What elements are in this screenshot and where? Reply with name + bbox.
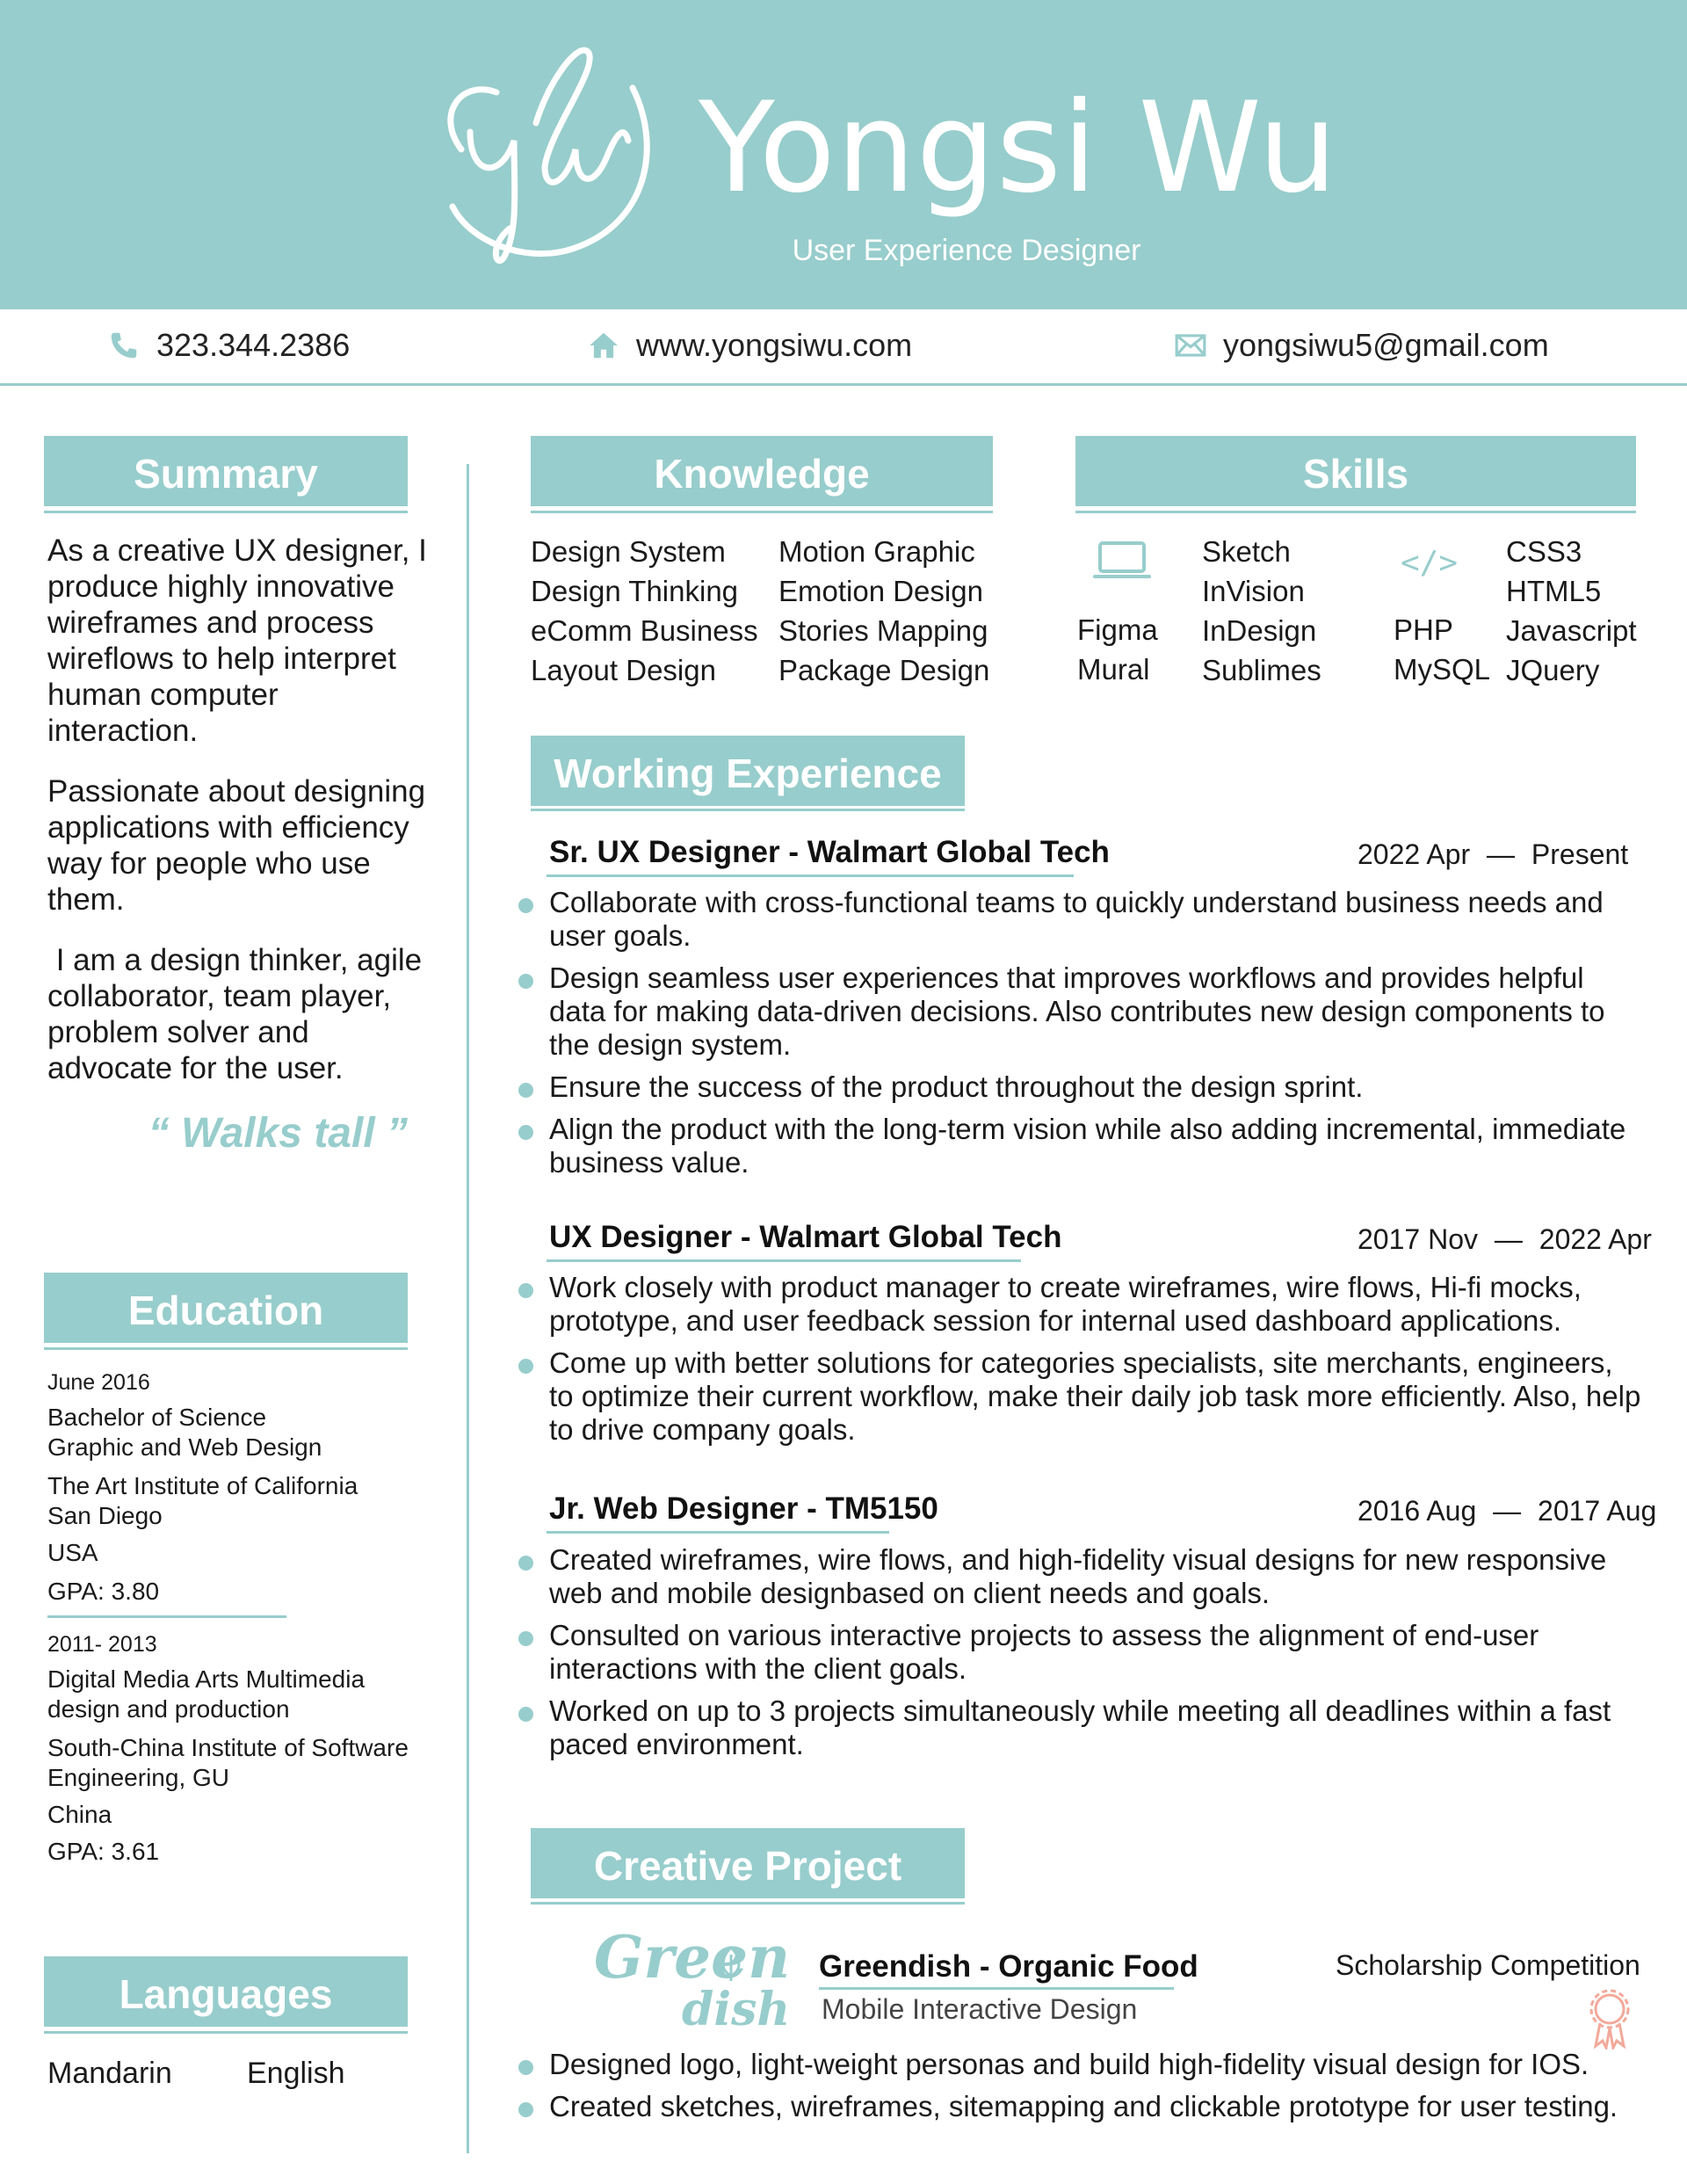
knowledge-item: Design System: [531, 535, 726, 568]
website-url: www.yongsiwu.com: [636, 327, 913, 363]
education-underline: [44, 1347, 408, 1350]
summary-heading: Summary: [44, 436, 408, 506]
skill-item: Figma: [1077, 613, 1158, 646]
job-1-dates: [1358, 838, 1628, 871]
job-1-end: Present: [1531, 838, 1629, 870]
skill-item: Mural: [1077, 653, 1150, 686]
experience-underline: [531, 809, 965, 811]
job-bullet: Design seamless user experiences that improves workflows and provides helpful data for making data-driven decisions. Also contributes new design components to the design system.: [518, 961, 1643, 1062]
job-bullet: Work closely with product manager to create wireframes, wire flows, Hi-fi mocks, prototype, and user feedback session for internal used dashboard applications.: [518, 1271, 1643, 1338]
skills-dev-a: [1394, 610, 1490, 689]
email-address: yongsiwu5@gmail.com: [1223, 327, 1549, 363]
job-3-dates: [1358, 1495, 1656, 1527]
date-separator: —: [1493, 1495, 1522, 1527]
knowledge-item: Design Thinking: [531, 575, 739, 607]
skill-item: PHP: [1394, 613, 1453, 646]
project-bullet: Created sketches, wireframes, sitemapping and clickable prototype for user testing.: [518, 2090, 1643, 2123]
knowledge-item: Package Design: [778, 654, 990, 686]
skill-item: JQuery: [1506, 654, 1600, 686]
leaf-icon: [719, 1946, 743, 1981]
job-3-end: 2017 Aug: [1538, 1495, 1657, 1527]
job-bullet: Consulted on various interactive projects to assess the alignment of end-user interactions with the client goals.: [518, 1619, 1643, 1686]
knowledge-column-2: [778, 532, 989, 690]
skills-dev-b: [1506, 532, 1637, 690]
knowledge-item: Motion Graphic: [778, 535, 975, 568]
edu-1-date: June 2016: [47, 1370, 150, 1395]
project-competition: Scholarship Competition: [1336, 1949, 1640, 1981]
skill-item: Sublimes: [1202, 654, 1321, 686]
edu-1-gpa: GPA: 3.80: [47, 1578, 160, 1605]
edu-2-school: South-China Institute of Software Engineering, GU: [47, 1734, 409, 1791]
languages-heading: Languages: [44, 1956, 408, 2027]
greendish-logo-line2: dish: [682, 1983, 791, 2036]
laptop-icon: [1093, 540, 1151, 584]
job-2-end: 2022 Apr: [1539, 1223, 1652, 1255]
job-2-bullets: [518, 1271, 1643, 1455]
phone-icon: [107, 329, 141, 362]
edu-2-gpa: GPA: 3.61: [47, 1838, 160, 1865]
knowledge-item: Layout Design: [531, 654, 716, 686]
summary-underline: [44, 511, 408, 513]
language-item: Mandarin: [47, 2057, 172, 2090]
knowledge-item: Stories Mapping: [778, 614, 988, 647]
contact-website[interactable]: [587, 327, 912, 364]
job-3-start: 2016 Aug: [1358, 1495, 1477, 1527]
job-2-dates: [1358, 1223, 1652, 1256]
knowledge-underline: [531, 511, 993, 513]
edu-2-country: China: [47, 1801, 112, 1828]
knowledge-column-1: [531, 532, 758, 690]
skill-item: InDesign: [1202, 614, 1317, 647]
project-heading: Creative Project: [531, 1828, 965, 1898]
experience-heading: Working Experience: [531, 736, 965, 806]
skill-item: HTML5: [1506, 575, 1602, 607]
job-bullet: Come up with better solutions for categories specialists, site merchants, engineers, to optimize their current workflow, make their daily job task more efficiently. Also, help to drive company goals.: [518, 1346, 1643, 1447]
edu-1-degree: Bachelor of Science Graphic and Web Design: [47, 1404, 322, 1461]
project-name: Greendish - Organic Food: [819, 1949, 1198, 1984]
contact-phone[interactable]: [107, 327, 350, 364]
skills-underline: [1075, 511, 1636, 513]
job-3-title: Jr. Web Designer - TM5150: [549, 1491, 938, 1526]
greendish-logo-line1: Green: [594, 1923, 791, 1992]
job-2-underline: [547, 1259, 1021, 1262]
skill-item: Sketch: [1202, 535, 1291, 568]
summary-paragraph-3: I am a design thinker, agile collaborator, team player, problem solver and advocate for the user.: [47, 943, 431, 1085]
summary-paragraph-2: Passionate about designing applications with efficiency way for people who use them.: [47, 774, 426, 917]
job-2-title: UX Designer - Walmart Global Tech: [549, 1220, 1062, 1254]
skill-item: InVision: [1202, 575, 1305, 607]
column-divider: [467, 464, 469, 2153]
language-item: English: [247, 2057, 345, 2090]
skills-heading: Skills: [1075, 436, 1636, 506]
job-bullet: Worked on up to 3 projects simultaneously while meeting all deadlines within a fast paced environment.: [518, 1694, 1643, 1761]
award-ribbon-icon: [1585, 1988, 1634, 2050]
knowledge-item: Emotion Design: [778, 575, 983, 607]
skill-item: MySQL: [1394, 653, 1491, 686]
job-bullet: Collaborate with cross-functional teams to quickly understand business needs and user goals.: [518, 886, 1643, 953]
knowledge-heading: Knowledge: [531, 436, 993, 506]
languages-underline: [44, 2031, 408, 2034]
edu-1-country: USA: [47, 1539, 98, 1566]
home-icon: [587, 329, 620, 362]
mail-icon: [1174, 329, 1207, 362]
date-separator: —: [1494, 1223, 1523, 1255]
project-underline: [531, 1902, 965, 1905]
edu-1-school: The Art Institute of California San Diego: [47, 1472, 358, 1529]
job-1-start: 2022 Apr: [1358, 838, 1471, 870]
job-2-start: 2017 Nov: [1358, 1223, 1478, 1255]
job-3-underline: [547, 1531, 889, 1534]
contact-divider: [0, 383, 1687, 386]
phone-number: 323.344.2386: [156, 327, 351, 363]
summary-paragraph-1: As a creative UX designer, I produce highly innovative wireframes and process wireflows to help interpret human computer interaction.: [47, 533, 427, 748]
job-1-underline: [547, 874, 1074, 877]
code-icon: </>: [1401, 545, 1459, 581]
job-3-bullets: [518, 1543, 1643, 1770]
education-heading: Education: [44, 1273, 408, 1343]
job-bullet: Ensure the success of the product throughout the design sprint.: [518, 1070, 1643, 1104]
project-bullets: [518, 2048, 1643, 2132]
contact-email[interactable]: [1174, 327, 1549, 364]
project-subtitle: Mobile Interactive Design: [822, 1993, 1138, 2025]
job-1-title: Sr. UX Designer - Walmart Global Tech: [549, 835, 1110, 869]
project-name-underline: [819, 1987, 1174, 1990]
job-bullet: Created wireframes, wire flows, and high-fidelity visual designs for new responsive web and mobile designbased on client needs and goals.: [518, 1543, 1643, 1610]
skills-design-tools-a: [1077, 610, 1158, 689]
skills-design-tools-b: [1202, 532, 1321, 690]
job-1-bullets: [518, 886, 1643, 1188]
job-bullet: Align the product with the long-term vision while also adding incremental, immediate business value.: [518, 1113, 1643, 1179]
skill-item: CSS3: [1506, 535, 1582, 568]
edu-2-date: 2011- 2013: [47, 1632, 157, 1657]
project-bullet: Designed logo, light-weight personas and build high-fidelity visual design for IOS.: [518, 2048, 1643, 2081]
date-separator: —: [1487, 838, 1515, 870]
candidate-role: User Experience Designer: [792, 234, 1141, 267]
skill-item: Javascript: [1506, 614, 1637, 647]
edu-2-degree: Digital Media Arts Multimedia design and production: [47, 1665, 366, 1723]
candidate-name: Yongsi Wu: [699, 76, 1338, 221]
education-divider: [47, 1615, 286, 1618]
summary-quote: “ Walks tall ”: [148, 1110, 408, 1157]
knowledge-item: eComm Business: [531, 614, 758, 647]
